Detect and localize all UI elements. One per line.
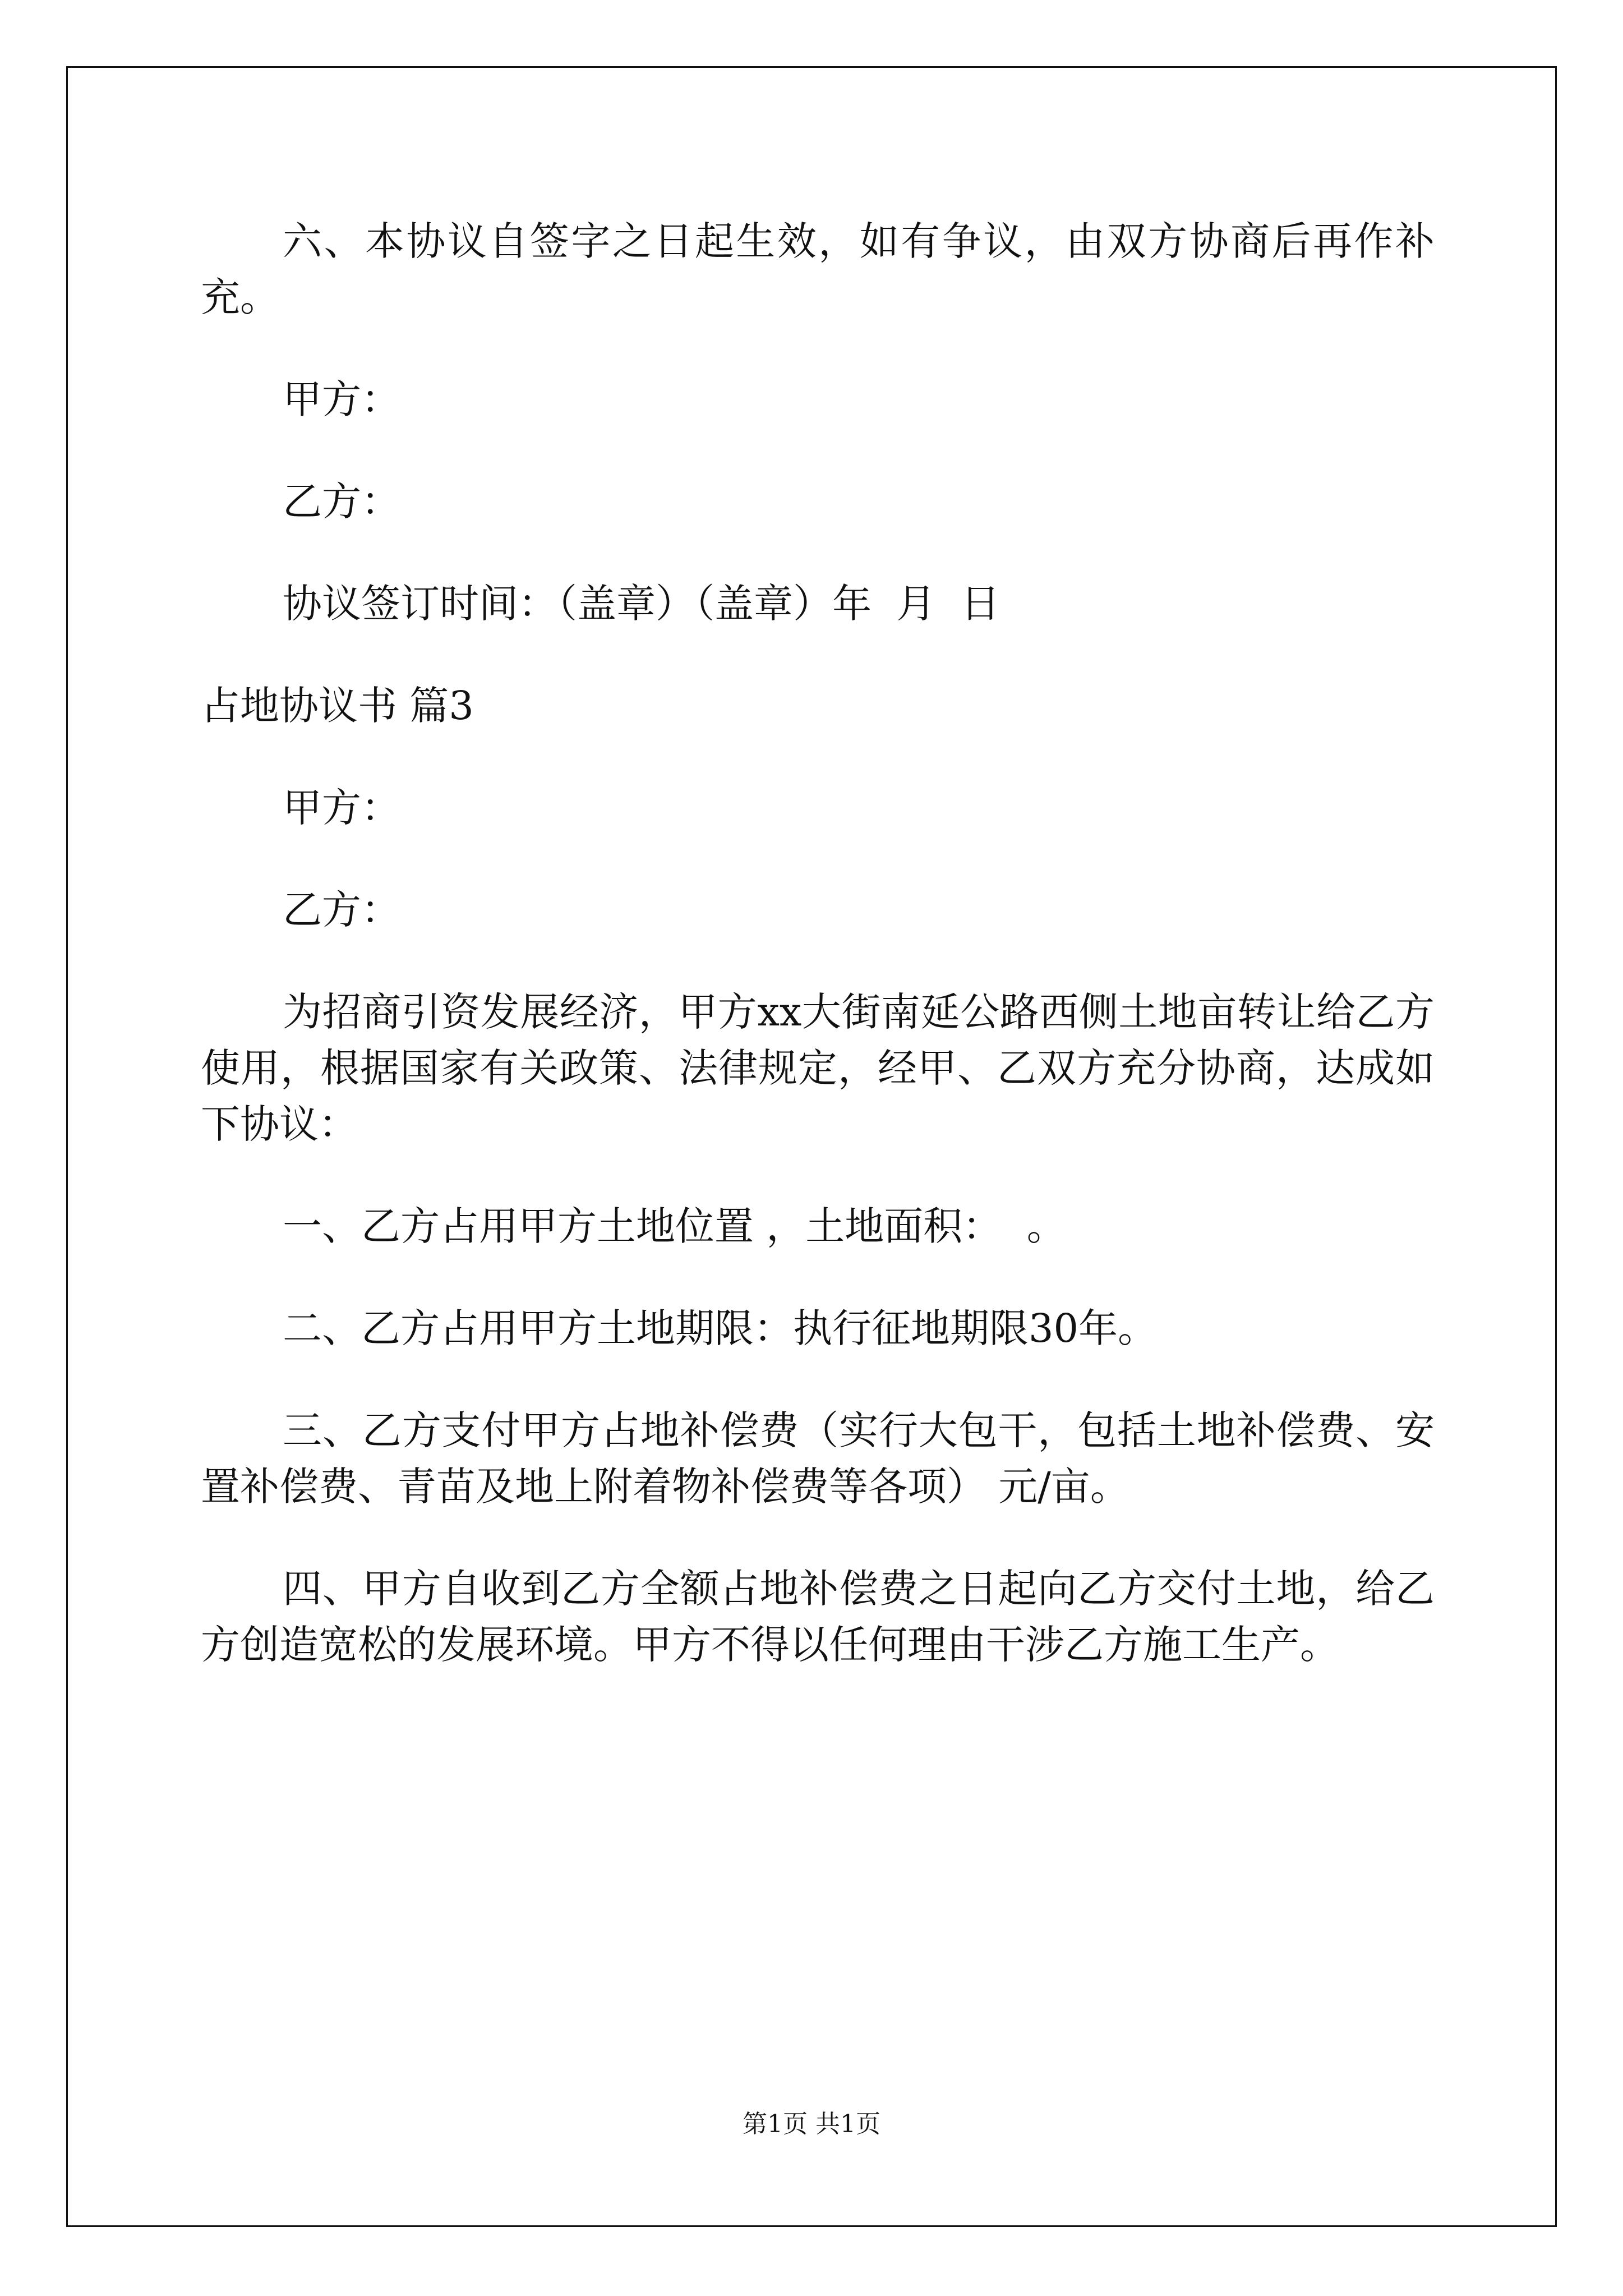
paragraph-clause-2: 二、乙方占用甲方土地期限：执行征地期限30年。 — [283, 1305, 1158, 1351]
paragraph-clause-6: 六、本协议自签字之日起生效，如有争议，由双方协商后再作补充。 — [201, 218, 1435, 320]
paragraph-signing-date: 协议签订时间：（盖章）（盖章）年 月 日 — [283, 581, 1000, 627]
paragraph-clause-4: 四、甲方自收到乙方全额占地补偿费之日起向乙方交付土地，给乙方创造宽松的发展环境。甲方不得以任何理由干涉乙方施工生产。 — [201, 1566, 1435, 1668]
paragraph-party-a-2: 甲方： — [283, 785, 400, 831]
paragraph-party-b-2: 乙方： — [283, 887, 400, 933]
paragraph-clause-1: 一、乙方占用甲方土地位置 ，土地面积： 。 — [283, 1203, 1066, 1249]
page-footer: 第1页 共1页 — [743, 2110, 880, 2138]
paragraph-preamble: 为招商引资发展经济，甲方xx大街南延公路西侧土地亩转让给乙方使用，根据国家有关政策、法律规定，经甲、乙双方充分协商，达成如下协议： — [201, 989, 1435, 1147]
paragraph-party-a: 甲方： — [283, 376, 400, 422]
paragraph-clause-3: 三、乙方支付甲方占地补偿费（实行大包干，包括土地补偿费、安置补偿费、青苗及地上附着物补偿费等各项） 元/亩。 — [201, 1407, 1435, 1510]
paragraph-party-b: 乙方： — [283, 478, 400, 524]
document-body — [201, 213, 1435, 1673]
section-heading: 占地协议书 篇3 — [201, 683, 474, 729]
